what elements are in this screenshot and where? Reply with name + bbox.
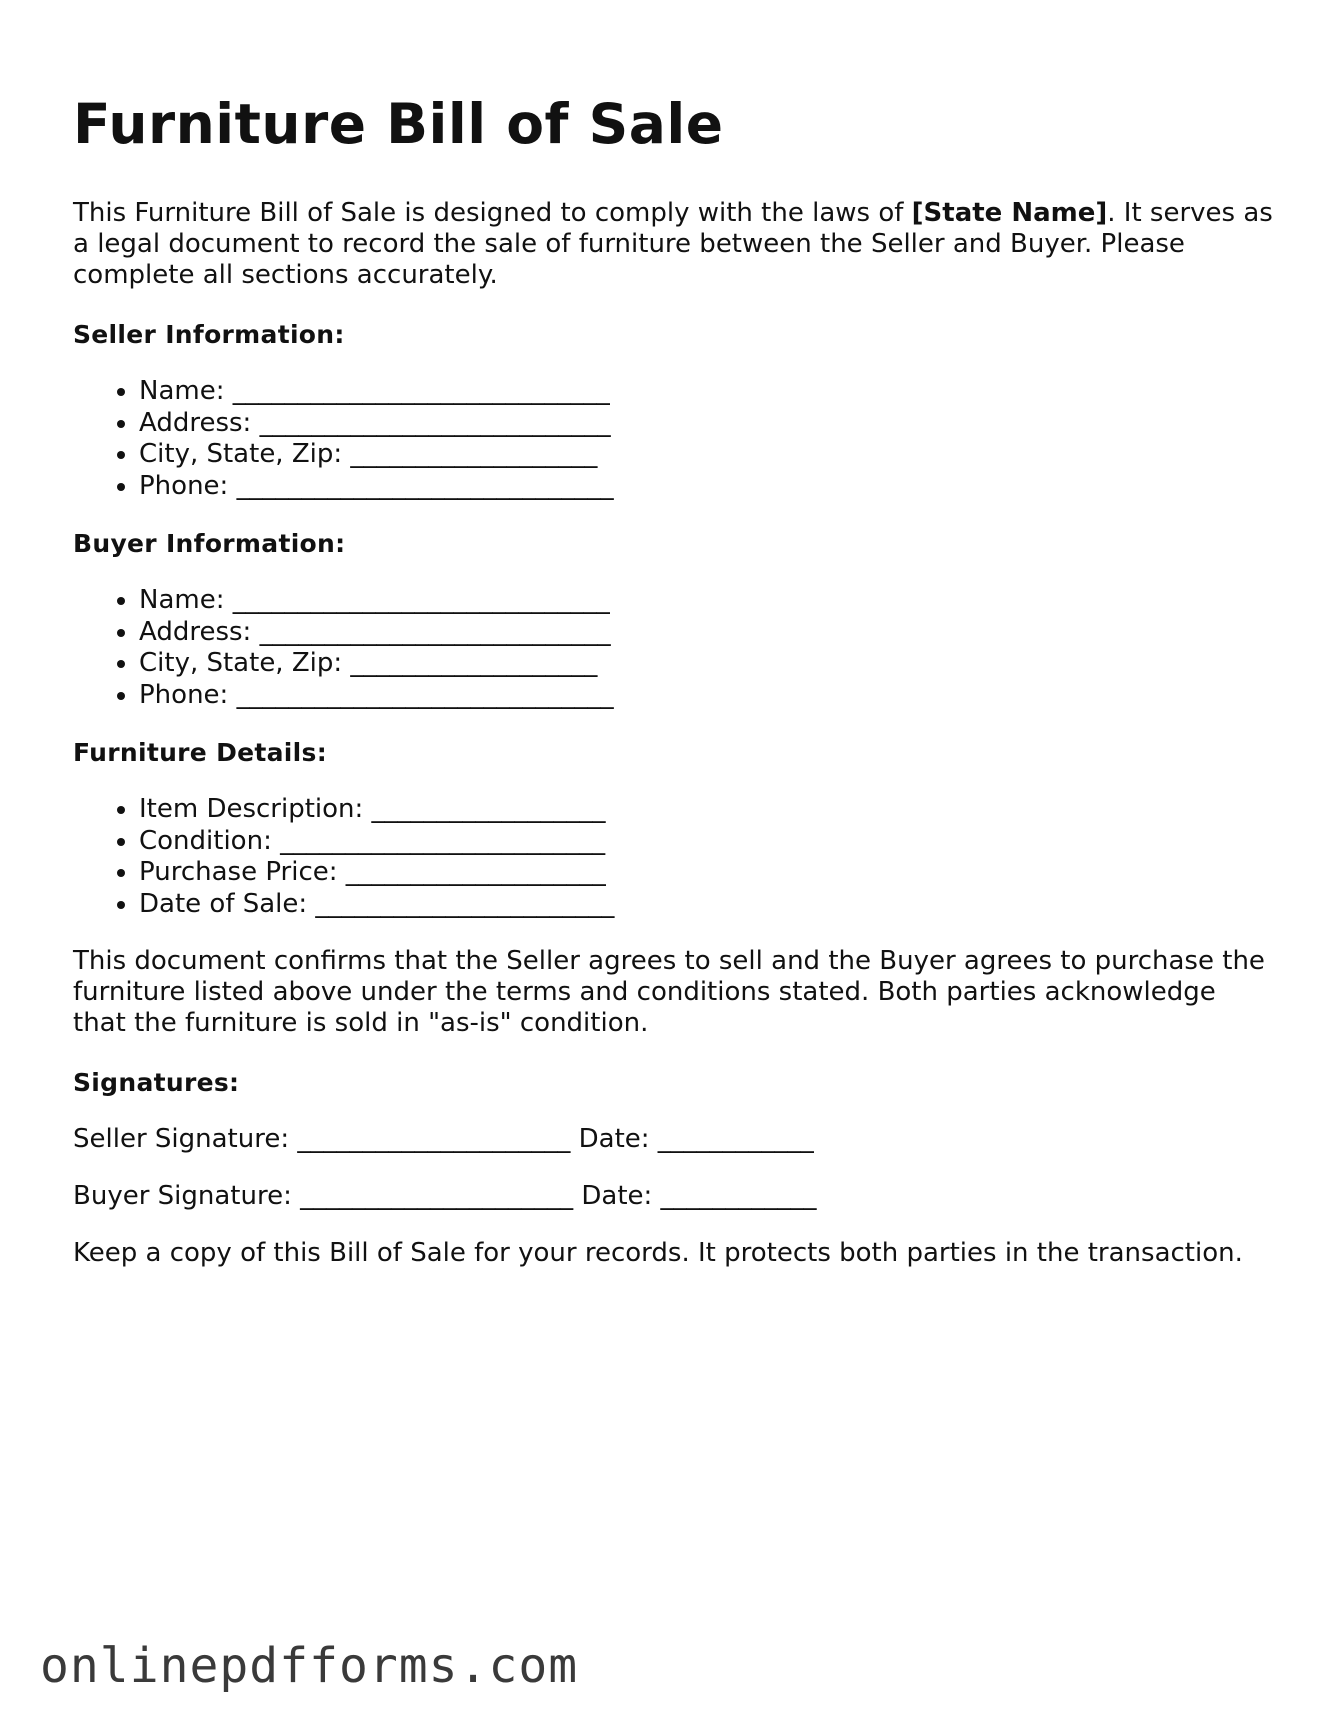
signatures-section-heading: Signatures:: [73, 1068, 240, 1097]
condition-field[interactable]: • Condition: _________________________: [139, 826, 1273, 858]
page-title: Furniture Bill of Sale: [73, 92, 724, 156]
seller-phone-field[interactable]: • Phone: _____________________________: [139, 471, 1273, 503]
state-name-placeholder: [State Name]: [911, 198, 1108, 228]
furniture-fields-list: [73, 794, 1273, 920]
seller-address-field[interactable]: • Address: ___________________________: [139, 408, 1273, 440]
buyer-signature-line[interactable]: Buyer Signature: _____________________ Date: ____________: [73, 1181, 817, 1211]
seller-city-state-zip-field[interactable]: • City, State, Zip: ___________________: [139, 439, 1273, 471]
footer-note: Keep a copy of this Bill of Sale for your records. It protects both parties in the transaction.: [73, 1238, 1243, 1268]
date-of-sale-field[interactable]: • Date of Sale: _______________________: [139, 889, 1273, 921]
document-page: [73, 92, 1273, 1269]
seller-signature-line[interactable]: Seller Signature: _____________________ Date: ____________: [73, 1124, 814, 1154]
watermark-logo: onlinepdfforms.com: [40, 1638, 579, 1694]
intro-text-before: This Furniture Bill of Sale is designed to comply with the laws of: [73, 198, 912, 228]
intro-paragraph: [73, 198, 1273, 291]
seller-section-heading: Seller Information:: [73, 320, 345, 349]
buyer-address-field[interactable]: • Address: ___________________________: [139, 617, 1273, 649]
seller-fields-list: [73, 376, 1273, 502]
intro-text-after: . It serves as a legal document to record the sale of furniture between the Seller and Buyer. Please complete all sections accurately.: [73, 198, 1273, 290]
purchase-price-field[interactable]: • Purchase Price: ____________________: [139, 857, 1273, 889]
furniture-section-heading: Furniture Details:: [73, 738, 328, 767]
closing-statement: This document confirms that the Seller agrees to sell and the Buyer agrees to purchase the furniture listed above under the terms and conditions stated. Both parties acknowledge that the furniture is sold in "as-is" condition.: [73, 946, 1265, 1038]
buyer-name-field[interactable]: • Name: _____________________________: [139, 585, 1273, 617]
buyer-phone-field[interactable]: • Phone: _____________________________: [139, 680, 1273, 712]
seller-name-field[interactable]: • Name: _____________________________: [139, 376, 1273, 408]
buyer-section-heading: Buyer Information:: [73, 529, 346, 558]
buyer-fields-list: [73, 585, 1273, 711]
item-description-field[interactable]: • Item Description: __________________: [139, 794, 1273, 826]
buyer-city-state-zip-field[interactable]: • City, State, Zip: ___________________: [139, 648, 1273, 680]
